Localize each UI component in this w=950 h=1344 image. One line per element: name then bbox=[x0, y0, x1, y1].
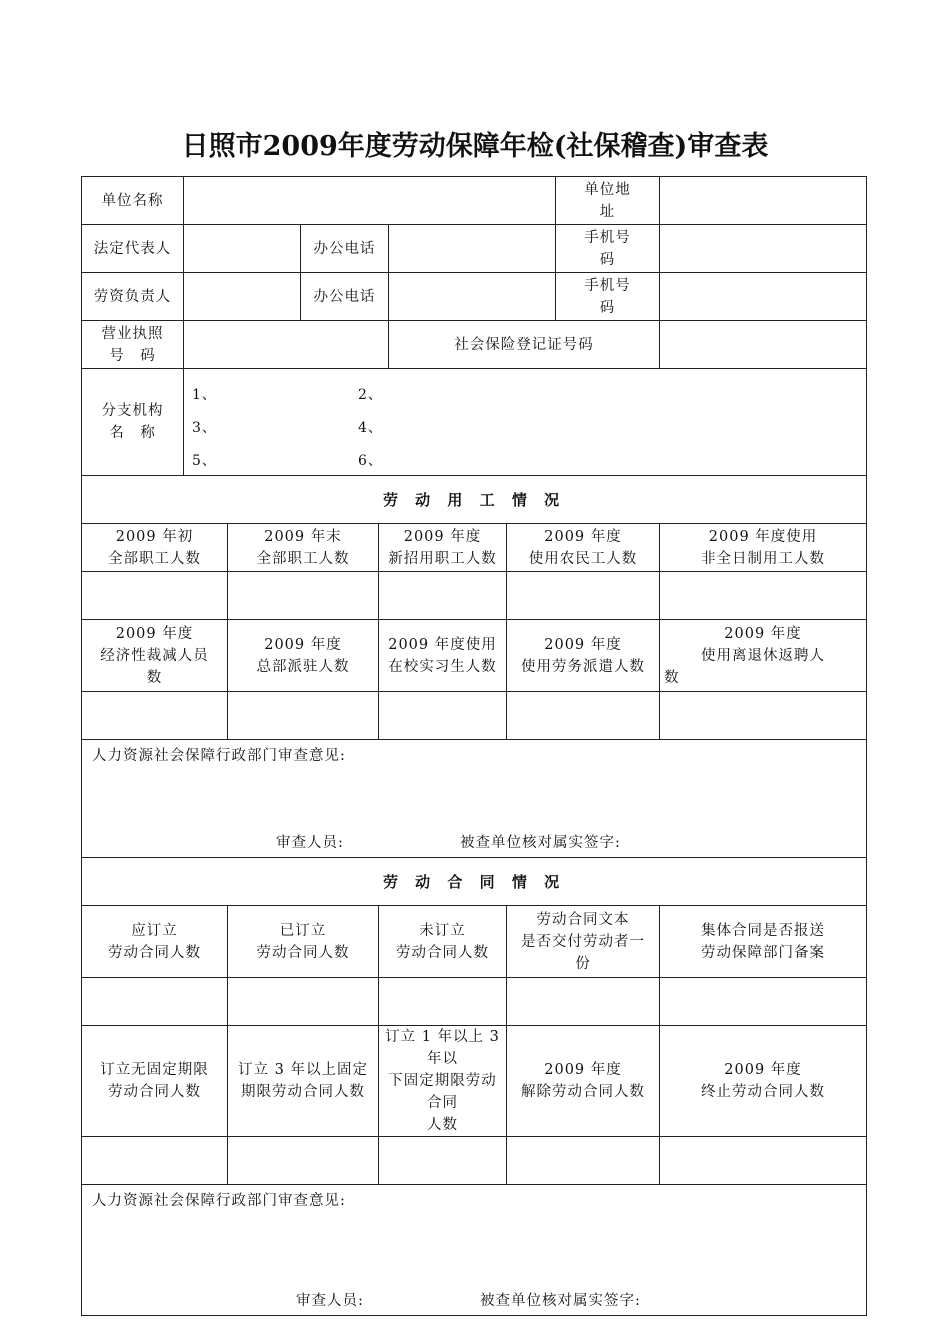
emp-v1-cell[interactable] bbox=[660, 572, 867, 620]
row-legal-rep bbox=[82, 225, 867, 273]
contract-section-title: 劳 动 合 同 情 况 bbox=[82, 858, 867, 906]
emp-v2-cell[interactable] bbox=[82, 692, 228, 740]
mobile-field-2[interactable] bbox=[660, 273, 867, 321]
branch-item: 2、 bbox=[358, 387, 383, 403]
row-contract-headers-2 bbox=[82, 1026, 867, 1137]
branch-label: 分支机构 名 称 bbox=[82, 369, 184, 476]
emp-v1-cell[interactable] bbox=[82, 572, 228, 620]
row-employment-header bbox=[82, 476, 867, 524]
emp-v2-cell[interactable] bbox=[507, 692, 660, 740]
emp-h2-layoffs: 2009 年度 经济性裁减人员 数 bbox=[82, 620, 228, 692]
reviewer-label: 审查人员: bbox=[296, 1293, 364, 1309]
legal-rep-label: 法定代表人 bbox=[82, 225, 184, 273]
emp-h1-start-total: 2009 年初 全部职工人数 bbox=[82, 524, 228, 572]
emp-v1-cell[interactable] bbox=[379, 572, 507, 620]
con-v1-cell[interactable] bbox=[379, 978, 507, 1026]
con-v1-cell[interactable] bbox=[660, 978, 867, 1026]
page-title: 日照市2009年度劳动保障年检(社保稽查)审查表 bbox=[181, 131, 769, 162]
emp-h2-retiree-rehire: 2009 年度 使用离退休返聘人 数 bbox=[660, 620, 867, 692]
wage-manager-label: 劳资负责人 bbox=[82, 273, 184, 321]
office-phone-label-1: 办公电话 bbox=[301, 225, 389, 273]
con-v1-cell[interactable] bbox=[82, 978, 228, 1026]
office-phone-label-2: 办公电话 bbox=[301, 273, 389, 321]
signature-label: 被查单位核对属实签字: bbox=[480, 1293, 641, 1309]
con-h2-terminated: 2009 年度 解除劳动合同人数 bbox=[507, 1026, 660, 1137]
row-contract-values-1 bbox=[82, 978, 867, 1026]
row-opinion-1 bbox=[82, 740, 867, 858]
row-unit-name bbox=[82, 177, 867, 225]
office-phone-field-1[interactable] bbox=[389, 225, 556, 273]
con-h1-collective-filed: 集体合同是否报送 劳动保障部门备案 bbox=[660, 906, 867, 978]
unit-address-field[interactable] bbox=[660, 177, 867, 225]
employment-section-title: 劳 动 用 工 情 况 bbox=[82, 476, 867, 524]
branch-list[interactable] bbox=[184, 369, 867, 476]
row-wage-manager bbox=[82, 273, 867, 321]
con-h1-text-delivered: 劳动合同文本 是否交付劳动者一 份 bbox=[507, 906, 660, 978]
unit-name-field[interactable] bbox=[184, 177, 556, 225]
branch-item: 3、 bbox=[192, 420, 217, 436]
branch-item: 5、 bbox=[192, 453, 217, 469]
emp-h1-part-time: 2009 年度使用 非全日制用工人数 bbox=[660, 524, 867, 572]
business-license-field[interactable] bbox=[184, 321, 389, 369]
review-opinion-1[interactable] bbox=[82, 740, 867, 858]
con-h1-unsigned: 未订立 劳动合同人数 bbox=[379, 906, 507, 978]
branch-item: 4、 bbox=[358, 420, 383, 436]
con-v2-cell[interactable] bbox=[507, 1137, 660, 1185]
con-v1-cell[interactable] bbox=[507, 978, 660, 1026]
emp-h2-dispatch-labor: 2009 年度 使用劳务派遣人数 bbox=[507, 620, 660, 692]
emp-h2-interns: 2009 年度使用 在校实习生人数 bbox=[379, 620, 507, 692]
con-v2-cell[interactable] bbox=[379, 1137, 507, 1185]
row-employment-values-2 bbox=[82, 692, 867, 740]
emp-h1-new-hires: 2009 年度 新招用职工人数 bbox=[379, 524, 507, 572]
mobile-label-2: 手机号码 bbox=[556, 273, 660, 321]
con-h2-ended: 2009 年度 终止劳动合同人数 bbox=[660, 1026, 867, 1137]
business-license-label: 营业执照 号 码 bbox=[82, 321, 184, 369]
con-v2-cell[interactable] bbox=[660, 1137, 867, 1185]
review-opinion-2[interactable] bbox=[82, 1185, 867, 1316]
row-contract-header bbox=[82, 858, 867, 906]
row-employment-values-1 bbox=[82, 572, 867, 620]
mobile-field-1[interactable] bbox=[660, 225, 867, 273]
reviewer-label: 审查人员: bbox=[276, 835, 344, 851]
emp-v1-cell[interactable] bbox=[507, 572, 660, 620]
unit-name-label: 单位名称 bbox=[82, 177, 184, 225]
con-h2-over-3-years: 订立 3 年以上固定 期限劳动合同人数 bbox=[228, 1026, 379, 1137]
row-opinion-2 bbox=[82, 1185, 867, 1316]
emp-h2-hq-dispatched: 2009 年度 总部派驻人数 bbox=[228, 620, 379, 692]
audit-form-table bbox=[81, 176, 867, 1316]
unit-address-label: 单位地址 bbox=[556, 177, 660, 225]
office-phone-field-2[interactable] bbox=[389, 273, 556, 321]
branch-item: 1、 bbox=[192, 387, 217, 403]
emp-h1-end-total: 2009 年末 全部职工人数 bbox=[228, 524, 379, 572]
row-license bbox=[82, 321, 867, 369]
row-contract-headers-1 bbox=[82, 906, 867, 978]
social-insurance-reg-field[interactable] bbox=[660, 321, 867, 369]
con-h1-signed: 已订立 劳动合同人数 bbox=[228, 906, 379, 978]
wage-manager-field[interactable] bbox=[184, 273, 301, 321]
emp-v2-cell[interactable] bbox=[379, 692, 507, 740]
emp-h1-migrant-workers: 2009 年度 使用农民工人数 bbox=[507, 524, 660, 572]
con-v1-cell[interactable] bbox=[228, 978, 379, 1026]
con-v2-cell[interactable] bbox=[228, 1137, 379, 1185]
mobile-label-1: 手机号码 bbox=[556, 225, 660, 273]
emp-v2-cell[interactable] bbox=[228, 692, 379, 740]
row-employment-headers-1 bbox=[82, 524, 867, 572]
opinion-label: 人力资源社会保障行政部门审查意见: bbox=[92, 748, 346, 764]
row-employment-headers-2 bbox=[82, 620, 867, 692]
con-v2-cell[interactable] bbox=[82, 1137, 228, 1185]
row-contract-values-2 bbox=[82, 1137, 867, 1185]
branch-item: 6、 bbox=[358, 453, 383, 469]
row-branches bbox=[82, 369, 867, 476]
con-h2-open-ended: 订立无固定期限 劳动合同人数 bbox=[82, 1026, 228, 1137]
con-h1-should-sign: 应订立 劳动合同人数 bbox=[82, 906, 228, 978]
social-insurance-reg-label: 社会保险登记证号码 bbox=[389, 321, 660, 369]
con-h2-1-to-3-years: 订立 1 年以上 3 年以 下固定期限劳动合同 人数 bbox=[379, 1026, 507, 1137]
signature-label: 被查单位核对属实签字: bbox=[460, 835, 621, 851]
emp-v2-cell[interactable] bbox=[660, 692, 867, 740]
legal-rep-field[interactable] bbox=[184, 225, 301, 273]
emp-v1-cell[interactable] bbox=[228, 572, 379, 620]
opinion-label: 人力资源社会保障行政部门审查意见: bbox=[92, 1193, 346, 1209]
